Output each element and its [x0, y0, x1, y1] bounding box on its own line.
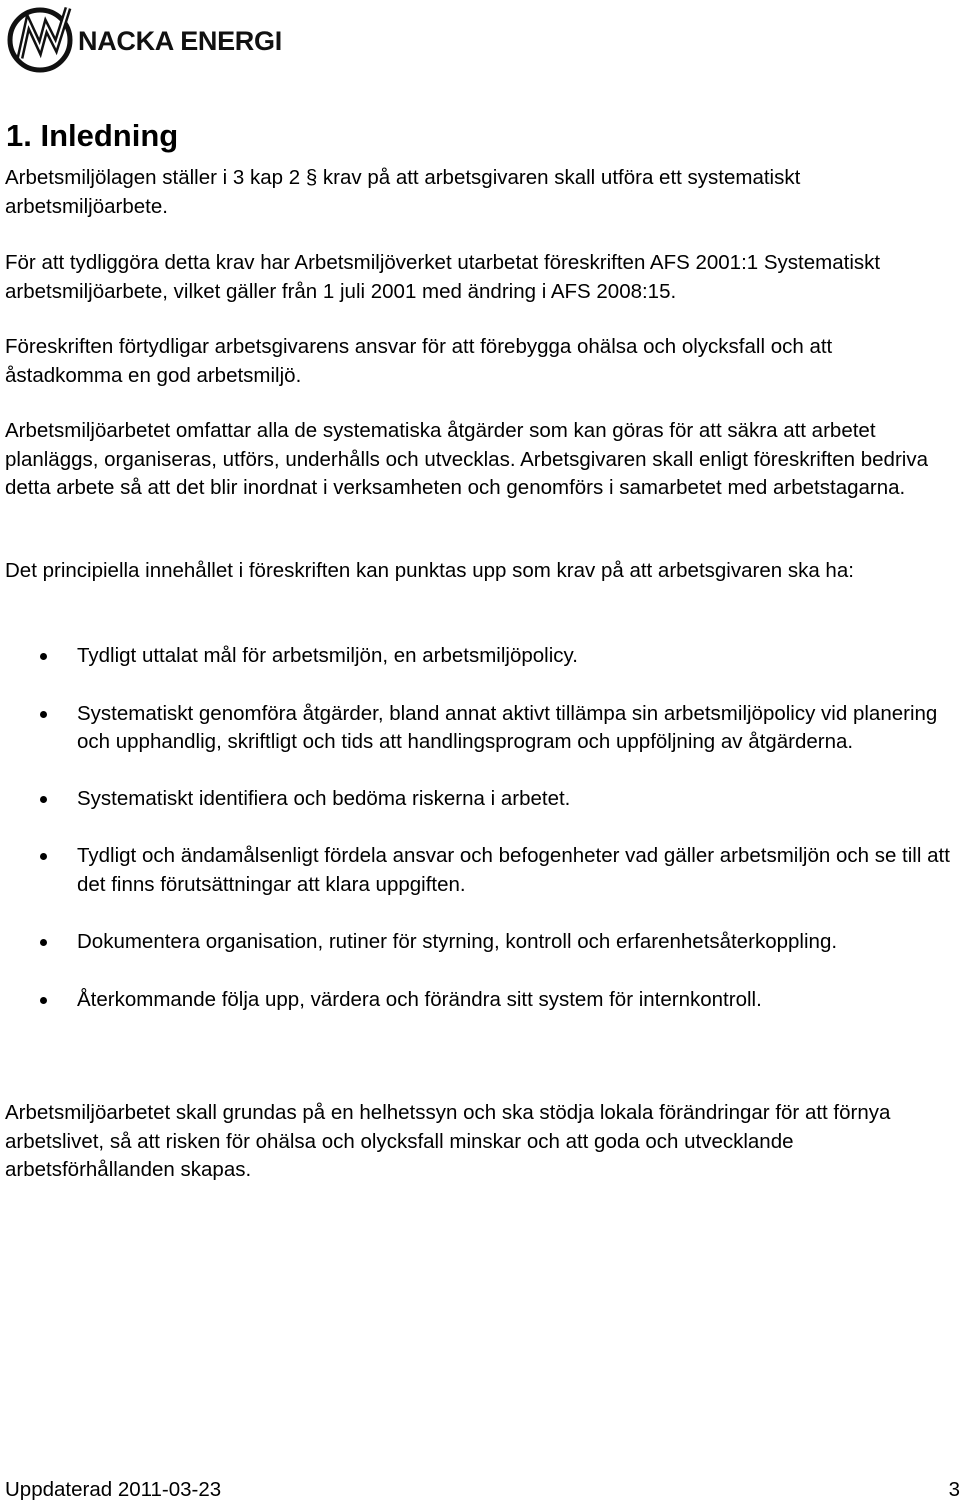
list-item: [0, 700, 950, 757]
requirements-list: [0, 642, 950, 1014]
bullet-icon: [40, 796, 47, 803]
footer-page-number: 3: [948, 1478, 960, 1501]
header-logo: [6, 2, 306, 74]
bullet-icon: [40, 853, 47, 860]
paragraph-4: Arbetsmiljöarbetet omfattar alla de systematiska åtgärder som kan göras för att säkra att arbetet planläggs, organiseras, utförs, underhålls och utvecklas. Arbetsgivaren skall enligt föreskriften bedriva detta arbete så att det blir inordnat i verksamheten och genomförs i samarbetet med arbetstagarna.: [5, 419, 928, 499]
paragraph-2: För att tydliggöra detta krav har Arbetsmiljöverket utarbetat föreskriften AFS 2001:1 Systematiskt arbetsmiljöarbete, vilket gäller från 1 juli 2001 med ändring i AFS 2008:15.: [5, 251, 881, 303]
closing-paragraph: Arbetsmiljöarbetet skall grundas på en helhetssyn och ska stödja lokala förändringar för att förnya arbetslivet, så att risken för ohälsa och olycksfall minskar och att goda och utvecklande arbetsförhållanden skapas.: [5, 1101, 891, 1181]
list-item: [0, 642, 950, 671]
footer-updated-date: Uppdaterad 2011-03-23: [5, 1478, 222, 1501]
nacka-energi-logo-icon: [6, 2, 76, 74]
list-item-text: Dokumentera organisation, rutiner för styrning, kontroll och erfarenhetsåterkoppling.: [77, 930, 838, 953]
bullet-icon: [40, 711, 47, 718]
list-item: [0, 785, 950, 814]
list-item-text: Tydligt uttalat mål för arbetsmiljön, en arbetsmiljöpolicy.: [77, 644, 578, 667]
paragraph-5: Det principiella innehållet i föreskriften kan punktas upp som krav på att arbetsgivaren ska ha:: [5, 559, 854, 582]
list-item-text: Systematiskt genomföra åtgärder, bland annat aktivt tillämpa sin arbetsmiljöpolicy vid planering och upphandlig, skriftligt och tids att handlingsprogram och uppföljning av åtgärderna.: [77, 701, 938, 753]
list-item: [0, 986, 950, 1015]
bullet-icon: [40, 939, 47, 946]
bullet-icon: [40, 653, 47, 660]
paragraph-1: Arbetsmiljölagen ställer i 3 kap 2 § krav på att arbetsgivaren skall utföra ett systematiskt arbetsmiljöarbete.: [5, 166, 801, 218]
list-item-text: Återkommande följa upp, värdera och förändra sitt system för internkontroll.: [77, 987, 762, 1011]
list-item-text: Tydligt och ändamålsenligt fördela ansvar och befogenheter vad gäller arbetsmiljön och se till att det finns förutsättningar att klara uppgiften.: [77, 844, 950, 896]
page-title: 1. Inledning: [6, 118, 179, 153]
list-item: [0, 842, 950, 899]
bullet-icon: [40, 997, 47, 1004]
list-item: [0, 928, 950, 957]
brand-name: NACKA ENERGI: [78, 25, 282, 56]
list-item-text: Systematiskt identifiera och bedöma riskerna i arbetet.: [77, 786, 571, 810]
paragraph-3: Föreskriften förtydligar arbetsgivarens ansvar för att förebygga ohälsa och olycksfall och att åstadkomma en god arbetsmiljö.: [5, 335, 833, 387]
